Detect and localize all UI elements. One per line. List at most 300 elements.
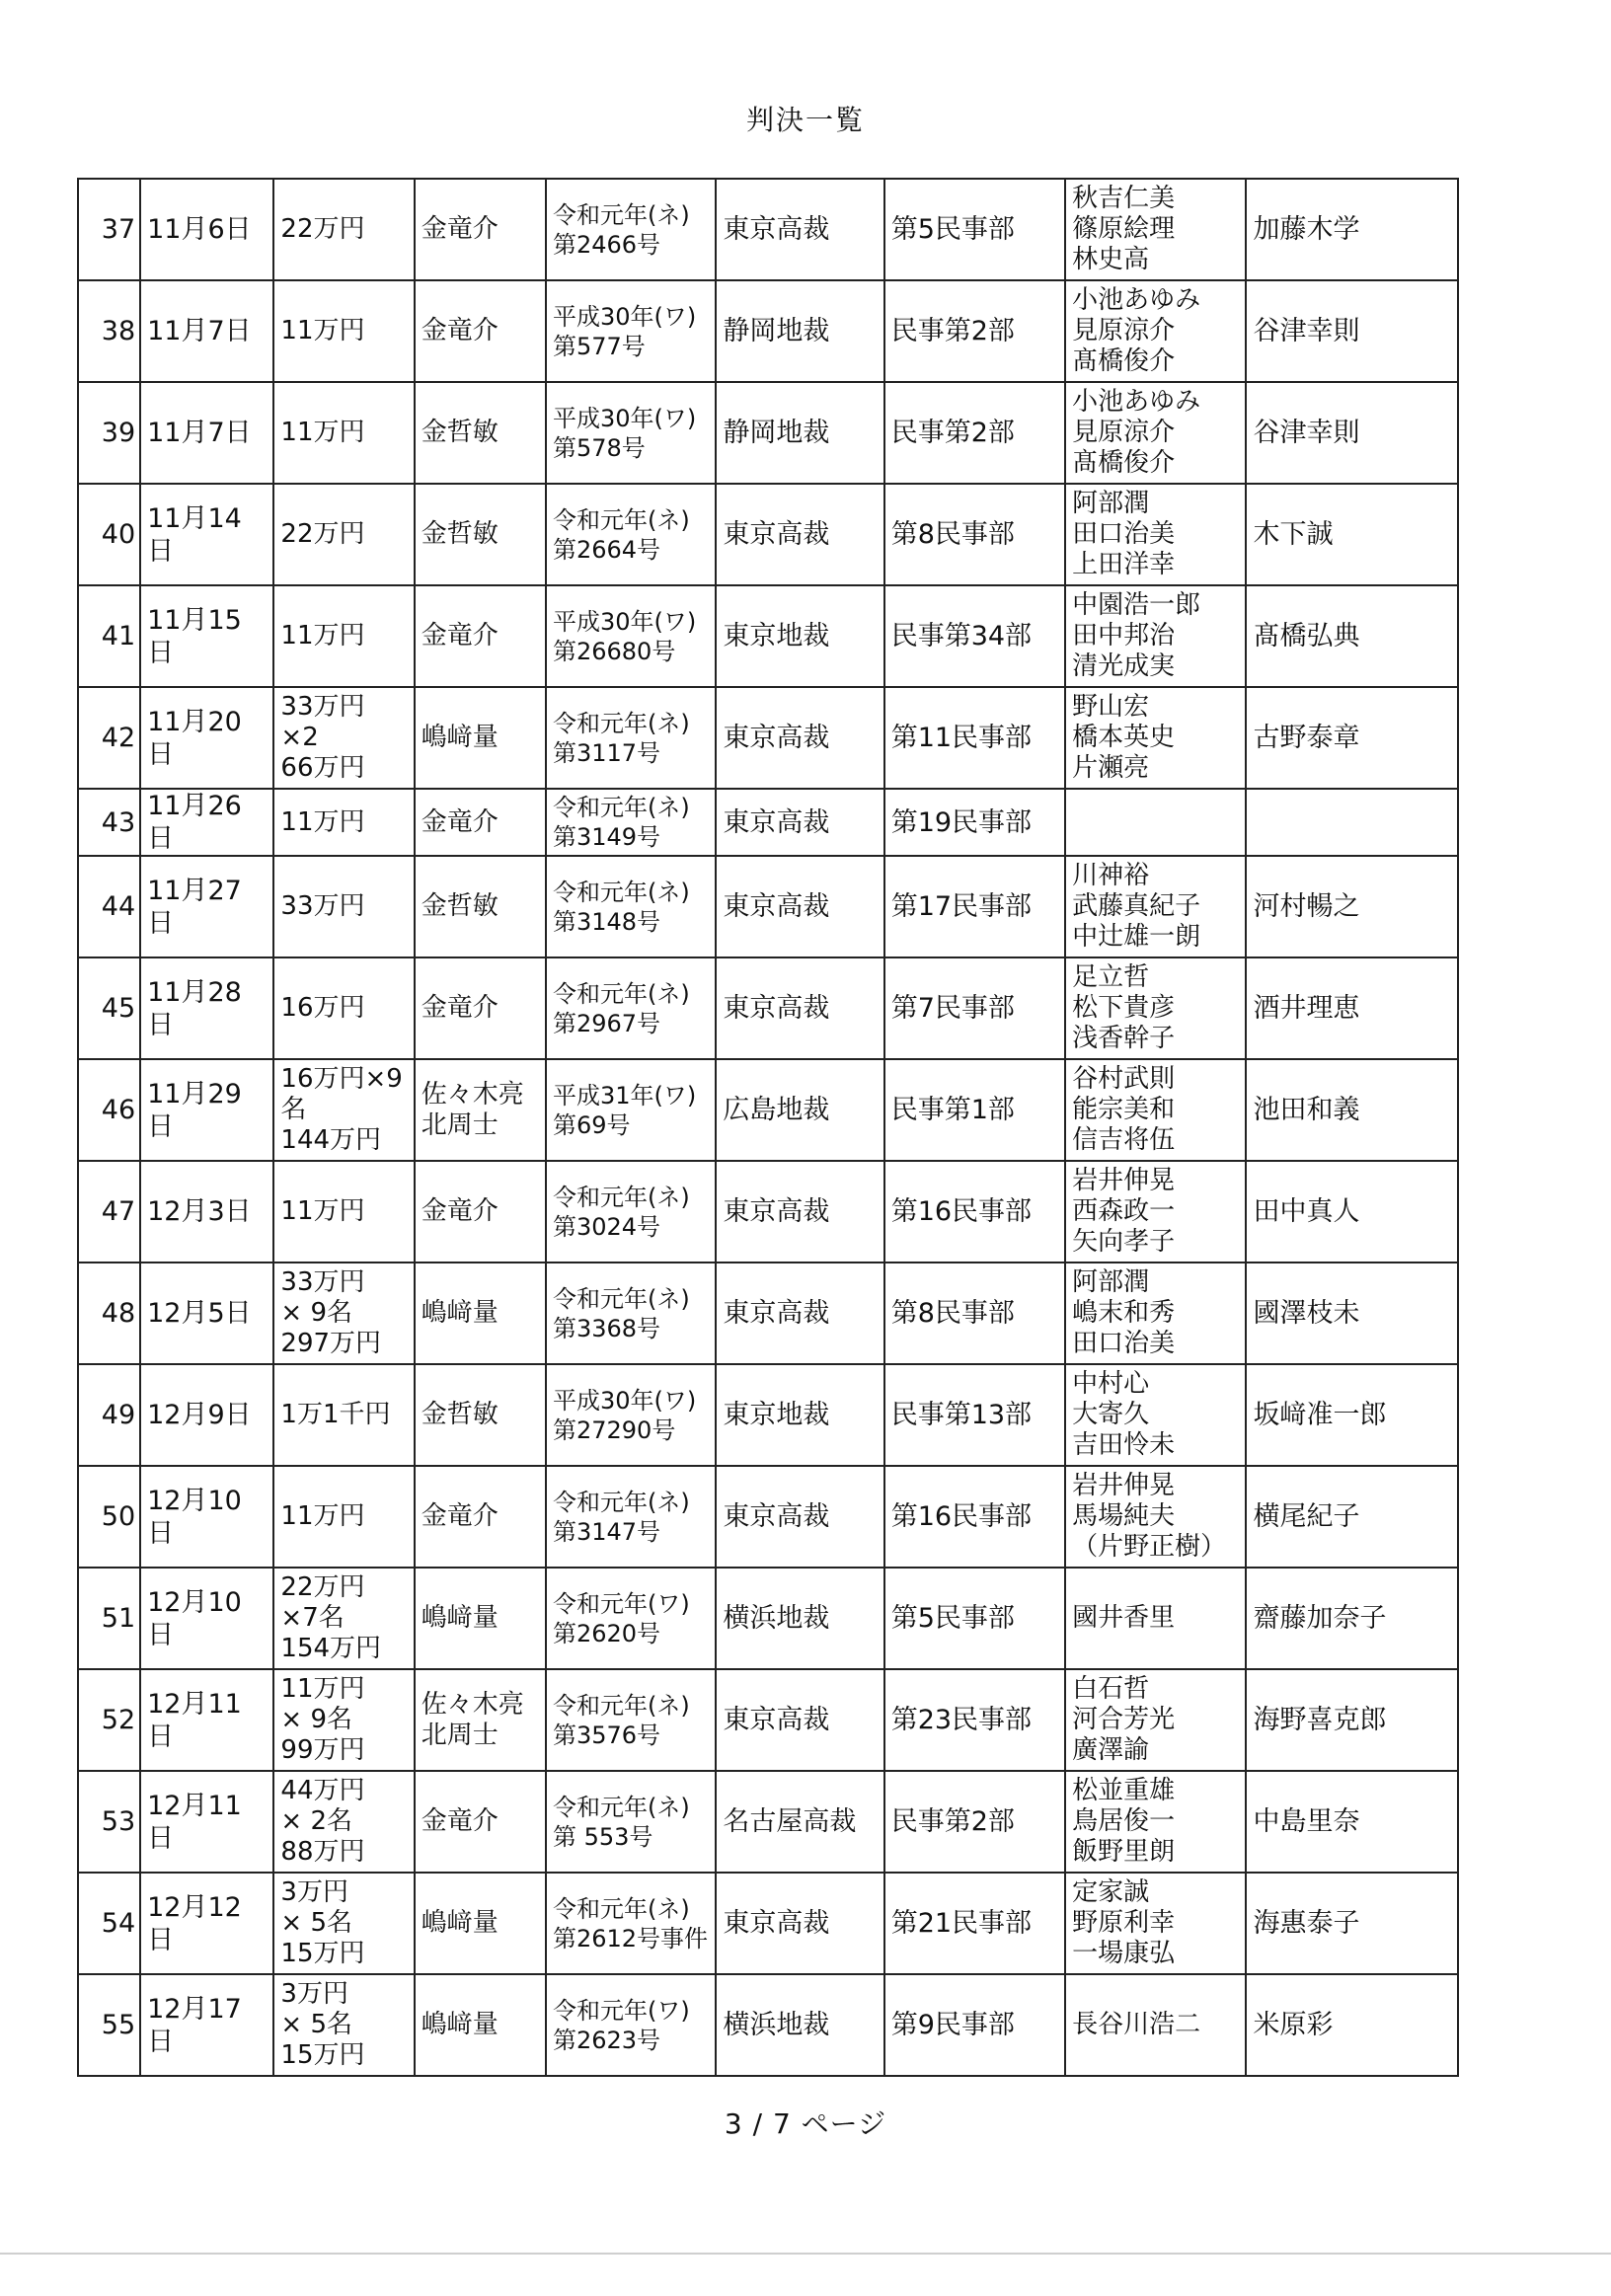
plaintiff-counsel [415, 179, 546, 280]
award-amount-line: ×2 [280, 723, 319, 752]
plaintiff-counsel-line: 金竜介 [421, 806, 499, 837]
case-number-line: 令和元年(ネ) [552, 709, 690, 737]
award-amount-line: 33万円 [280, 692, 365, 722]
judges-list-line: 清光成実 [1072, 651, 1176, 681]
table-row [78, 1161, 1458, 1263]
court-division: 第5民事部 [884, 1568, 1065, 1669]
case-number [546, 1059, 716, 1161]
plaintiff-counsel-line: 金竜介 [421, 1196, 499, 1226]
court-clerk: 中島里奈 [1246, 1771, 1458, 1873]
court-division: 民事第13部 [884, 1364, 1065, 1466]
case-number-line: 令和元年(ネ) [552, 1183, 690, 1211]
judgments-table [77, 178, 1459, 2077]
judges-list-line: 片瀬亮 [1072, 753, 1150, 783]
plaintiff-counsel [415, 1873, 546, 1974]
court-name: 東京高裁 [716, 687, 883, 789]
award-amount-line: 11万円 [280, 418, 365, 447]
award-amount-line: 16万円×9 [280, 1064, 403, 1094]
plaintiff-counsel-line: 佐々木亮 [421, 1689, 524, 1720]
award-amount-line: 144万円 [280, 1125, 382, 1155]
judgment-date: 12月9日 [140, 1364, 273, 1466]
court-name: 静岡地裁 [716, 382, 883, 484]
award-amount-line: 154万円 [280, 1634, 382, 1663]
judges-list-line: 田中邦治 [1072, 621, 1176, 651]
table-body [78, 179, 1458, 2076]
award-amount [273, 179, 414, 280]
judges-list [1065, 1771, 1246, 1873]
court-division: 第16民事部 [884, 1466, 1065, 1568]
case-number [546, 687, 716, 789]
judges-list-line: 飯野里朗 [1072, 1837, 1176, 1867]
table-row [78, 1466, 1458, 1568]
court-division: 第8民事部 [884, 1263, 1065, 1364]
award-amount-line: 66万円 [280, 753, 365, 783]
judges-list-line: 岩井伸晃 [1072, 1471, 1176, 1500]
table-row [78, 856, 1458, 957]
award-amount-line: 99万円 [280, 1735, 365, 1765]
judges-list-line: 野原利幸 [1072, 1908, 1176, 1938]
row-number: 46 [78, 1059, 140, 1161]
plaintiff-counsel [415, 280, 546, 382]
court-clerk: 古野泰章 [1246, 687, 1458, 789]
judges-list [1065, 1669, 1246, 1771]
row-number: 51 [78, 1568, 140, 1669]
award-amount-line: × 9名 [280, 1298, 352, 1328]
case-number-line: 第3117号 [552, 738, 661, 767]
table-row [78, 957, 1458, 1059]
case-number [546, 1974, 716, 2076]
court-clerk: 木下誠 [1246, 484, 1458, 585]
case-number-line: 令和元年(ネ) [552, 1284, 690, 1313]
court-name: 東京高裁 [716, 1466, 883, 1568]
court-clerk: 横尾紀子 [1246, 1466, 1458, 1568]
court-clerk: 髙橋弘典 [1246, 585, 1458, 687]
case-number [546, 1263, 716, 1364]
plaintiff-counsel [415, 957, 546, 1059]
judges-list [1065, 1568, 1246, 1669]
case-number-line: 令和元年(ネ) [552, 1894, 690, 1923]
judges-list-line: 田口治美 [1072, 1329, 1176, 1358]
judges-list-line: 嶋末和秀 [1072, 1298, 1176, 1328]
plaintiff-counsel-line: 金哲敏 [421, 519, 499, 549]
plaintiff-counsel-line: 金哲敏 [421, 891, 499, 921]
row-number: 47 [78, 1161, 140, 1263]
court-clerk: 坂﨑准一郎 [1246, 1364, 1458, 1466]
row-number: 49 [78, 1364, 140, 1466]
row-number: 53 [78, 1771, 140, 1873]
award-amount-line: 33万円 [280, 1267, 365, 1297]
award-amount [273, 1059, 414, 1161]
row-number: 45 [78, 957, 140, 1059]
court-clerk: 谷津幸則 [1246, 280, 1458, 382]
case-number-line: 令和元年(ネ) [552, 200, 690, 229]
judgment-date: 12月11日 [140, 1771, 273, 1873]
judges-list-line: 小池あゆみ [1072, 387, 1201, 417]
plaintiff-counsel [415, 856, 546, 957]
award-amount [273, 280, 414, 382]
table-row [78, 1568, 1458, 1669]
table-row [78, 1364, 1458, 1466]
judges-list [1065, 179, 1246, 280]
judges-list [1065, 856, 1246, 957]
plaintiff-counsel [415, 1059, 546, 1161]
case-number-line: 第578号 [552, 433, 646, 462]
court-clerk: 國澤枝未 [1246, 1263, 1458, 1364]
plaintiff-counsel-line: 佐々木亮 [421, 1079, 524, 1110]
case-number-line: 平成30年(ワ) [552, 1386, 697, 1415]
judges-list-line: 能宗美和 [1072, 1095, 1176, 1124]
judgment-date: 12月11日 [140, 1669, 273, 1771]
award-amount-line: 11万円 [280, 1501, 365, 1531]
case-number [546, 484, 716, 585]
award-amount-line: 44万円 [280, 1776, 365, 1805]
plaintiff-counsel-line: 嶋﨑量 [421, 2010, 499, 2039]
judges-list [1065, 585, 1246, 687]
award-amount-line: × 5名 [280, 1908, 352, 1938]
case-number [546, 1161, 716, 1263]
court-name: 名古屋高裁 [716, 1771, 883, 1873]
award-amount-line: × 2名 [280, 1806, 352, 1836]
judges-list [1065, 382, 1246, 484]
court-clerk: 田中真人 [1246, 1161, 1458, 1263]
judgment-date: 12月17日 [140, 1974, 273, 2076]
court-name: 広島地裁 [716, 1059, 883, 1161]
case-number [546, 1669, 716, 1771]
row-number: 43 [78, 789, 140, 856]
judges-list-line: 河合芳光 [1072, 1705, 1176, 1734]
case-number-line: 第2466号 [552, 230, 661, 259]
award-amount [273, 1263, 414, 1364]
court-name: 横浜地裁 [716, 1974, 883, 2076]
judges-list-line: 一場康弘 [1072, 1939, 1176, 1968]
plaintiff-counsel-line: 金哲敏 [421, 1400, 499, 1429]
judges-list-line: 吉田怜未 [1072, 1430, 1176, 1460]
case-number [546, 1873, 716, 1974]
award-amount-line: 15万円 [280, 2040, 365, 2070]
judges-list-line: 橋本英史 [1072, 723, 1176, 752]
case-number [546, 1364, 716, 1466]
court-division: 第19民事部 [884, 789, 1065, 856]
page-title: 判決一覧 [745, 104, 865, 136]
plaintiff-counsel-line: 金竜介 [421, 1806, 499, 1836]
case-number-line: 第2664号 [552, 535, 661, 564]
case-number [546, 1568, 716, 1669]
award-amount [273, 484, 414, 585]
judges-list-line: 小池あゆみ [1072, 285, 1201, 315]
judgment-date: 11月14日 [140, 484, 273, 585]
judges-list-line: 鳥居俊一 [1072, 1806, 1176, 1836]
table-row [78, 1974, 1458, 2076]
plaintiff-counsel-line: 嶋﨑量 [421, 1603, 499, 1633]
case-number-line: 第3368号 [552, 1314, 661, 1342]
plaintiff-counsel [415, 484, 546, 585]
judgment-date: 12月12日 [140, 1873, 273, 1974]
court-clerk: 海惠泰子 [1246, 1873, 1458, 1974]
table-row [78, 382, 1458, 484]
case-number-line: 令和元年(ワ) [552, 1996, 690, 2025]
table-row [78, 280, 1458, 382]
judges-list-line: 秋吉仁美 [1072, 184, 1176, 213]
judges-list-line: 馬場純夫 [1072, 1501, 1176, 1531]
judgment-date: 12月10日 [140, 1568, 273, 1669]
court-division: 第21民事部 [884, 1873, 1065, 1974]
award-amount [273, 1364, 414, 1466]
judgment-date: 11月29日 [140, 1059, 273, 1161]
plaintiff-counsel [415, 1568, 546, 1669]
judges-list-line: 定家誠 [1072, 1877, 1150, 1907]
judges-list-line: 中園浩一郎 [1072, 590, 1201, 620]
court-name: 東京高裁 [716, 1161, 883, 1263]
plaintiff-counsel [415, 1161, 546, 1263]
table-row [78, 1669, 1458, 1771]
plaintiff-counsel [415, 382, 546, 484]
court-division: 第23民事部 [884, 1669, 1065, 1771]
row-number: 50 [78, 1466, 140, 1568]
row-number: 41 [78, 585, 140, 687]
case-number [546, 382, 716, 484]
judges-list-line: 信吉将伍 [1072, 1125, 1176, 1155]
judges-list-line: 大寄久 [1072, 1400, 1150, 1429]
court-name: 東京地裁 [716, 585, 883, 687]
award-amount-line: 88万円 [280, 1837, 365, 1867]
judges-list [1065, 280, 1246, 382]
case-number-line: 令和元年(ネ) [552, 794, 690, 821]
row-number: 44 [78, 856, 140, 957]
court-clerk: 海野喜克郎 [1246, 1669, 1458, 1771]
court-clerk: 加藤木学 [1246, 179, 1458, 280]
award-amount [273, 382, 414, 484]
judges-list [1065, 1974, 1246, 2076]
plaintiff-counsel-line: 金竜介 [421, 993, 499, 1023]
court-name: 東京高裁 [716, 179, 883, 280]
table-row [78, 179, 1458, 280]
award-amount-line: 15万円 [280, 1939, 365, 1968]
award-amount-line: 33万円 [280, 891, 365, 921]
plaintiff-counsel-line: 北周士 [421, 1110, 499, 1140]
case-number-line: 令和元年(ネ) [552, 979, 690, 1008]
award-amount-line: 3万円 [280, 1877, 348, 1907]
case-number-line: 第2967号 [552, 1009, 661, 1037]
award-amount-line: 11万円 [280, 621, 365, 651]
plaintiff-counsel [415, 789, 546, 856]
table-row [78, 1059, 1458, 1161]
judges-list-line: 見原涼介 [1072, 316, 1176, 345]
judgment-date: 12月10日 [140, 1466, 273, 1568]
case-number-line: 第3148号 [552, 907, 661, 936]
judges-list [1065, 957, 1246, 1059]
judges-list [1065, 687, 1246, 789]
case-number-line: 第2623号 [552, 2026, 661, 2054]
judges-list [1065, 789, 1246, 856]
court-name: 東京地裁 [716, 1364, 883, 1466]
judges-list-line: 髙橋俊介 [1072, 448, 1176, 478]
court-division: 第8民事部 [884, 484, 1065, 585]
court-clerk: 池田和義 [1246, 1059, 1458, 1161]
plaintiff-counsel [415, 1263, 546, 1364]
case-number-line: 平成30年(ワ) [552, 302, 697, 331]
judges-list-line: 國井香里 [1072, 1603, 1176, 1633]
award-amount [273, 1161, 414, 1263]
judges-list-line: 中辻雄一朗 [1072, 922, 1201, 952]
award-amount [273, 957, 414, 1059]
case-number [546, 179, 716, 280]
plaintiff-counsel-line: 嶋﨑量 [421, 723, 499, 752]
judges-list-line: 見原涼介 [1072, 418, 1176, 447]
judges-list-line: 阿部潤 [1072, 489, 1150, 518]
table-row [78, 484, 1458, 585]
case-number-line: 第577号 [552, 332, 646, 360]
court-clerk: 谷津幸則 [1246, 382, 1458, 484]
court-clerk: 酒井理恵 [1246, 957, 1458, 1059]
award-amount-line: 22万円 [280, 519, 365, 549]
plaintiff-counsel [415, 1466, 546, 1568]
case-number-line: 第3149号 [552, 823, 661, 851]
judges-list [1065, 1364, 1246, 1466]
award-amount [273, 1669, 414, 1771]
award-amount-line: ×7名 [280, 1603, 345, 1633]
court-name: 東京高裁 [716, 1263, 883, 1364]
table-row [78, 1873, 1458, 1974]
award-amount [273, 856, 414, 957]
court-clerk [1246, 789, 1458, 856]
judges-list-line: 矢向孝子 [1072, 1227, 1176, 1257]
court-clerk: 米原彩 [1246, 1974, 1458, 2076]
plaintiff-counsel-line: 金竜介 [421, 214, 499, 244]
judges-list [1065, 1263, 1246, 1364]
judges-list-line: 林史高 [1072, 245, 1150, 274]
court-division: 民事第1部 [884, 1059, 1065, 1161]
judges-list-line: 髙橋俊介 [1072, 346, 1176, 376]
row-number: 54 [78, 1873, 140, 1974]
plaintiff-counsel-line: 金竜介 [421, 1501, 499, 1531]
plaintiff-counsel-line: 嶋﨑量 [421, 1298, 499, 1328]
case-number-line: 令和元年(ネ) [552, 1793, 690, 1821]
page-number: 3 / 7 ページ [724, 2107, 887, 2140]
plaintiff-counsel [415, 585, 546, 687]
judgment-date: 11月7日 [140, 382, 273, 484]
judges-list [1065, 1161, 1246, 1263]
award-amount-line: × 5名 [280, 2010, 352, 2039]
court-division: 民事第34部 [884, 585, 1065, 687]
award-amount-line: 11万円 [280, 316, 365, 345]
award-amount-line: 22万円 [280, 1572, 365, 1602]
judgment-date: 11月28日 [140, 957, 273, 1059]
case-number-line: 令和元年(ネ) [552, 1488, 690, 1516]
judges-list [1065, 484, 1246, 585]
row-number: 38 [78, 280, 140, 382]
judges-list-line: 松下貴彦 [1072, 993, 1176, 1023]
plaintiff-counsel [415, 1364, 546, 1466]
judges-list-line: 岩井伸晃 [1072, 1166, 1176, 1195]
award-amount-line: 11万円 [280, 1674, 365, 1704]
judges-list-line: 阿部潤 [1072, 1267, 1150, 1297]
judges-list [1065, 1873, 1246, 1974]
judges-list [1065, 1059, 1246, 1161]
award-amount-line: 3万円 [280, 1979, 348, 2009]
judges-list-line: 西森政一 [1072, 1196, 1176, 1226]
award-amount [273, 687, 414, 789]
award-amount-line: 16万円 [280, 993, 365, 1023]
case-number [546, 856, 716, 957]
judges-list-line: 足立哲 [1072, 962, 1150, 992]
court-division: 第17民事部 [884, 856, 1065, 957]
case-number [546, 1771, 716, 1873]
court-division: 民事第2部 [884, 382, 1065, 484]
case-number-line: 第3576号 [552, 1721, 661, 1749]
judges-list-line: 廣澤諭 [1072, 1735, 1150, 1765]
table-row [78, 1771, 1458, 1873]
table-row [78, 687, 1458, 789]
award-amount [273, 1873, 414, 1974]
court-clerk: 河村暢之 [1246, 856, 1458, 957]
judges-list-line: 川神裕 [1072, 861, 1150, 890]
table-row [78, 789, 1458, 856]
court-name: 東京高裁 [716, 484, 883, 585]
judgment-date: 11月27日 [140, 856, 273, 957]
case-number-line: 第2620号 [552, 1619, 661, 1647]
judges-list-line: 浅香幹子 [1072, 1024, 1176, 1053]
row-number: 55 [78, 1974, 140, 2076]
case-number-line: 令和元年(ネ) [552, 1691, 690, 1720]
award-amount [273, 789, 414, 856]
award-amount-line: 297万円 [280, 1329, 382, 1358]
award-amount-line: × 9名 [280, 1705, 352, 1734]
award-amount [273, 585, 414, 687]
case-number [546, 789, 716, 856]
row-number: 37 [78, 179, 140, 280]
court-division: 民事第2部 [884, 280, 1065, 382]
judges-list-line: 中村心 [1072, 1369, 1150, 1399]
case-number-line: 第27290号 [552, 1416, 676, 1444]
table-row [78, 1263, 1458, 1364]
table-row [78, 585, 1458, 687]
judges-list-line: 野山宏 [1072, 692, 1150, 722]
judges-list-line: 篠原絵理 [1072, 214, 1176, 244]
case-number-line: 令和元年(ネ) [552, 505, 690, 534]
plaintiff-counsel [415, 687, 546, 789]
case-number-line: 平成30年(ワ) [552, 404, 697, 432]
case-number-line: 平成30年(ワ) [552, 607, 697, 636]
judges-list-line: 白石哲 [1072, 1674, 1150, 1704]
plaintiff-counsel [415, 1669, 546, 1771]
court-division: 第9民事部 [884, 1974, 1065, 2076]
plaintiff-counsel-line: 金竜介 [421, 316, 499, 345]
case-number-line: 第3024号 [552, 1212, 661, 1241]
case-number-line: 平成31年(ワ) [552, 1081, 697, 1110]
case-number-line: 第2612号事件 [552, 1924, 709, 1952]
judges-list-line: 谷村武則 [1072, 1064, 1176, 1094]
award-amount [273, 1466, 414, 1568]
award-amount [273, 1974, 414, 2076]
judges-list-line: （片野正樹） [1072, 1532, 1227, 1562]
judges-list-line: 松並重雄 [1072, 1776, 1176, 1805]
case-number-line: 第69号 [552, 1110, 631, 1139]
plaintiff-counsel-line: 金哲敏 [421, 418, 499, 447]
award-amount-line: 11万円 [280, 806, 365, 837]
court-name: 横浜地裁 [716, 1568, 883, 1669]
row-number: 42 [78, 687, 140, 789]
plaintiff-counsel [415, 1771, 546, 1873]
award-amount-line: 名 [280, 1095, 307, 1124]
row-number: 40 [78, 484, 140, 585]
court-name: 静岡地裁 [716, 280, 883, 382]
judges-list-line: 長谷川浩二 [1072, 2010, 1201, 2039]
case-number [546, 957, 716, 1059]
court-name: 東京高裁 [716, 856, 883, 957]
court-division: 第5民事部 [884, 179, 1065, 280]
court-name: 東京高裁 [716, 1873, 883, 1974]
case-number-line: 第 553号 [552, 1822, 653, 1851]
